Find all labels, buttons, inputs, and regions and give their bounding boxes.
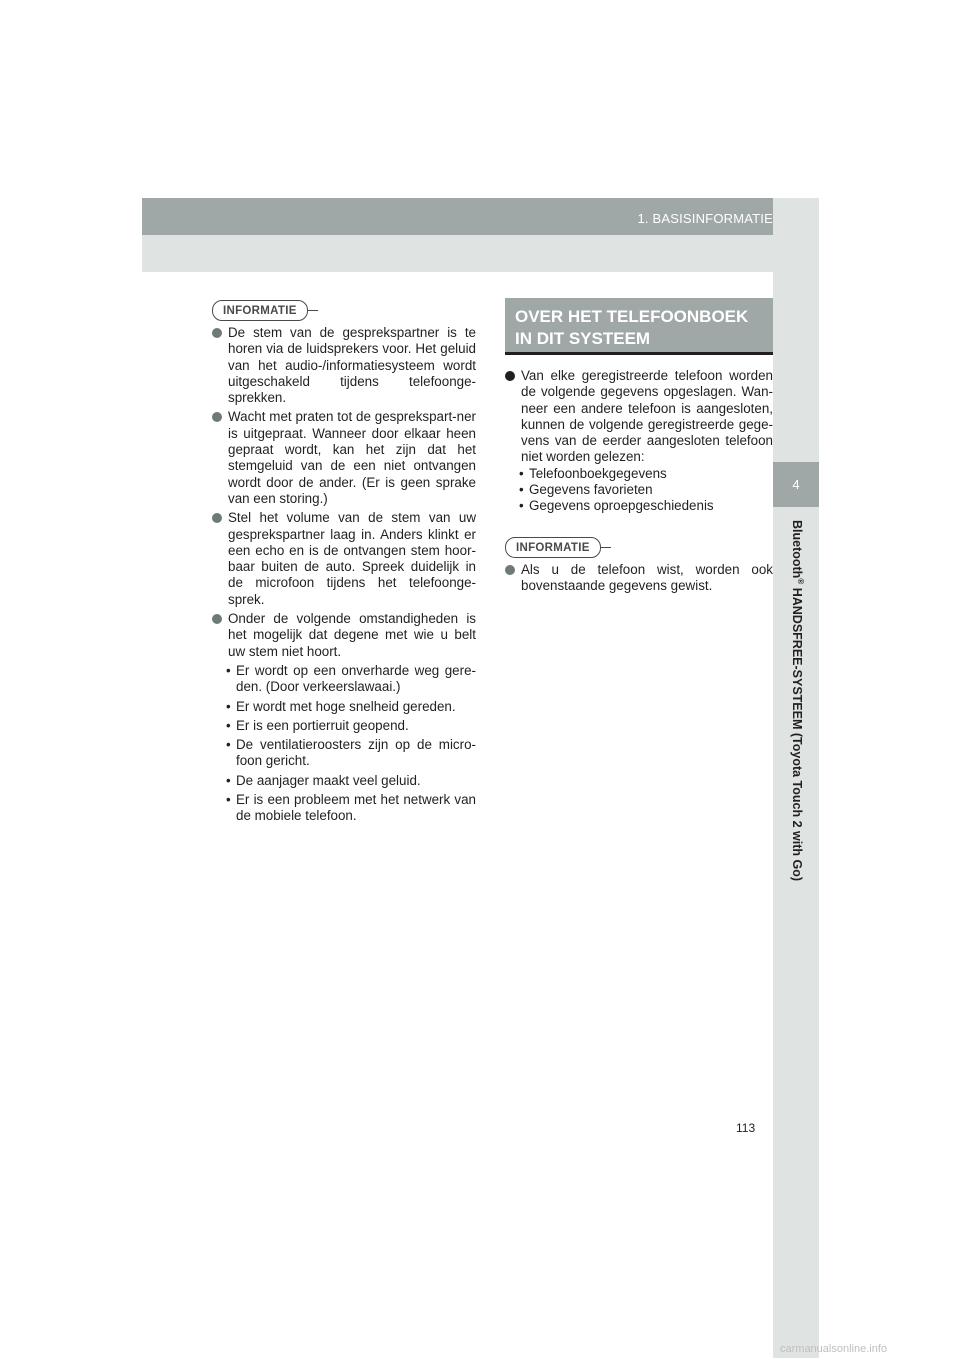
header-bar — [142, 198, 819, 235]
info-bullet: De stem van de gesprekspartner is te horen via de luidsprekers voor. Het geluid van het audio-/informatiesysteem wordt uitgeschakeld tijdens telefoonge-sprekken. — [212, 325, 476, 406]
bullet-dot-icon — [212, 412, 222, 422]
sub-item: • Er wordt met hoge snelheid gereden. — [226, 698, 456, 714]
page-number: 113 — [736, 1121, 756, 1135]
watermark: carmanualsonline.info — [780, 1343, 888, 1355]
bullet-dot-icon — [505, 371, 515, 381]
bullet-dot-icon — [212, 513, 222, 523]
side-tab-top — [773, 198, 819, 462]
chapter-tab-number: 4 — [773, 462, 819, 507]
info-bullet: Onder de volgende omstandigheden is het mogelijk dat degene met wie u belt uw stem niet hoort. — [212, 611, 476, 660]
right-column — [505, 298, 773, 594]
sub-item: • Gegevens oproepgeschiedenis — [519, 498, 714, 514]
info-bullet: Wacht met praten tot de gesprekspart-ner is uitgepraat. Wanneer door elkaar heen gepraat wordt, kan het zijn dat het stemgeluid van de een niet ontvangen wordt door de ander. (Er is geen sprake van een storing.) — [212, 409, 476, 507]
sub-item: • Er wordt op een onverharde weg gere-den. (Door verkeerslawaai.) — [226, 662, 476, 695]
info-box-header — [212, 300, 476, 322]
section-heading: OVER HET TELEFOONBOEK IN DIT SYSTEEM — [505, 298, 773, 355]
sub-item: • De ventilatieroosters zijn op de micro-foon gericht. — [226, 737, 476, 769]
info-bullet: Stel het volume van de stem van uw gesprekspartner laag in. Anders klinkt er een echo en is de ontvangen stem hoor-baar buiten de auto. Spreek duidelijk in de microfoon tijdens het telefoonge-sprek. — [212, 510, 476, 608]
bullet-dot-icon — [212, 614, 222, 624]
info-box-header — [505, 537, 773, 559]
sub-item: • De aanjager maakt veel geluid. — [226, 772, 421, 788]
sub-item: • Er is een probleem met het netwerk van de mobiele telefoon. — [226, 792, 476, 824]
header-subbar — [142, 235, 819, 272]
main-bullet: Van elke geregistreerde telefoon worden de volgende gegevens opgeslagen. Wan-neer een andere telefoon is aangesloten, kunnen de volgende geregistreerde gege-vens van de eerder aangesloten telefoon niet worden gelezen: — [505, 368, 773, 466]
sub-item: • Telefoonboekgegevens — [519, 465, 667, 481]
sub-item: • Er is een portierruit geopend. — [226, 717, 409, 733]
left-column — [212, 300, 476, 825]
chapter-title: 1. BASISINFORMATIE — [637, 211, 773, 226]
info-label: INFORMATIE — [505, 537, 601, 558]
sub-item: • Gegevens favorieten — [519, 482, 653, 498]
bullet-dot-icon — [505, 565, 515, 575]
info-label: INFORMATIE — [212, 300, 308, 321]
info-bullet: Als u de telefoon wist, worden ook bovenstaande gegevens gewist. — [505, 562, 773, 595]
bullet-dot-icon — [212, 328, 222, 338]
side-tab-label: Bluetooth® HANDSFREE-SYSTEEM (Toyota Touch 2 with Go) — [789, 520, 805, 881]
